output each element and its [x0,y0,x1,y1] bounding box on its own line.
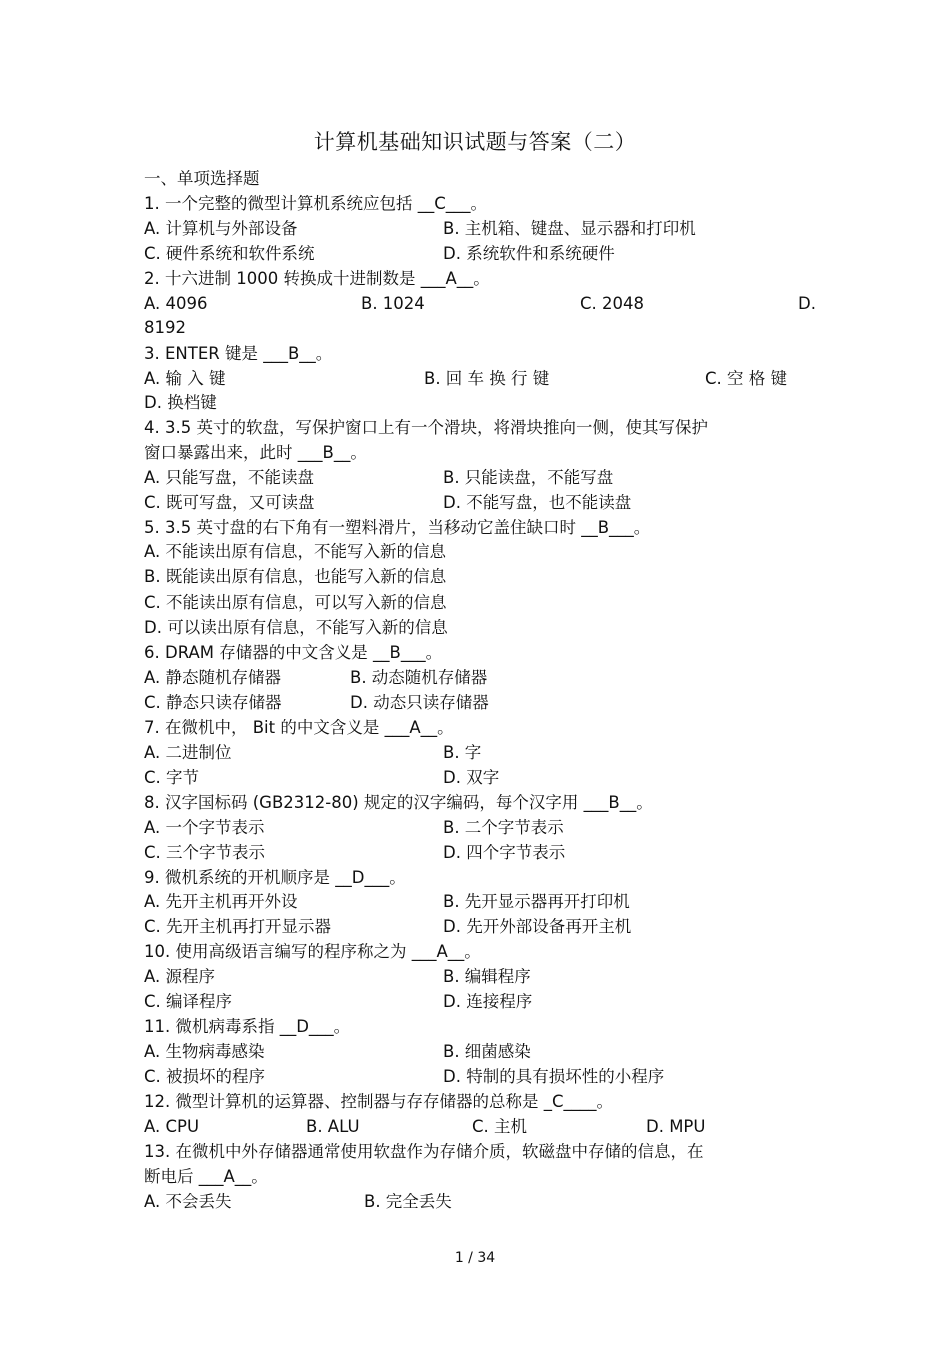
option-c: C. 主机 [472,1117,528,1136]
option-c: C. 三个字节表示 [144,843,266,862]
option-d: D. 换档键 [144,393,217,412]
question-stem: 2. 十六进制 1000 转换成十进制数是 ___A__。 [144,269,490,288]
section-heading: 一、单项选择题 [144,169,260,188]
option-c: C. 静态只读存储器 [144,693,282,712]
page-number: 1 / 34 [454,1250,496,1266]
option-a: A. 先开主机再开外设 [144,892,298,911]
document-title: 计算机基础知识试题与答案（二） [313,130,637,154]
option-d: D. 先开外部设备再开主机 [443,917,632,936]
option-a: A. CPU [144,1117,200,1136]
option-c: C. 编译程序 [144,992,233,1011]
option-b: B. ALU [306,1117,360,1136]
option-c: C. 被损坏的程序 [144,1067,266,1086]
option-a: A. 只能写盘，不能读盘 [144,468,314,487]
option-d: D. 不能写盘，也不能读盘 [443,493,632,512]
option-a: A. 源程序 [144,967,215,986]
option-b: B. 动态随机存储器 [350,668,488,687]
option-a: A. 不能读出原有信息，不能写入新的信息 [144,542,446,561]
question-stem: 4. 3.5 英寸的软盘，写保护窗口上有一个滑块，将滑块推向一侧，使其写保护 [144,418,708,437]
option-b: B. 完全丢失 [364,1192,452,1211]
option-b: B. 二个字节表示 [443,818,564,837]
option-c: C. 空 格 键 [705,369,788,388]
question-stem: 11. 微机病毒系指 __D___。 [144,1017,351,1036]
option-d: D. 连接程序 [443,992,533,1011]
option-c: C. 硬件系统和软件系统 [144,244,315,263]
option-b: B. 主机箱、键盘、显示器和打印机 [443,219,696,238]
option-c: C. 既可写盘，又可读盘 [144,493,315,512]
question-stem-cont: 窗口暴露出来，此时 ___B__。 [144,443,367,462]
option-a: A. 静态随机存储器 [144,668,281,687]
question-stem: 12. 微型计算机的运算器、控制器与存存储器的总称是 _C____。 [144,1092,614,1111]
option-c: C. 不能读出原有信息，可以写入新的信息 [144,593,447,612]
option-c: C. 字节 [144,768,200,787]
option-a: A. 4096 [144,294,208,313]
option-d: D. 动态只读存储器 [350,693,489,712]
option-a: A. 生物病毒感染 [144,1042,265,1061]
question-stem: 9. 微机系统的开机顺序是 __D___。 [144,868,406,887]
option-b: B. 回 车 换 行 键 [424,369,550,388]
option-d-value: 8192 [144,318,186,337]
option-d: D. 特制的具有损坏性的小程序 [443,1067,665,1086]
question-stem: 10. 使用高级语言编写的程序称之为 ___A__。 [144,942,481,961]
option-a: A. 一个字节表示 [144,818,265,837]
option-d: D. 可以读出原有信息，不能写入新的信息 [144,618,448,637]
question-stem: 5. 3.5 英寸盘的右下角有一塑料滑片，当移动它盖住缺口时 __B___。 [144,518,651,537]
option-c: C. 2048 [580,294,645,313]
question-stem: 3. ENTER 键是 ___B__。 [144,344,333,363]
question-stem: 7. 在微机中， Bit 的中文含义是 ___A__。 [144,718,454,737]
option-b: B. 既能读出原有信息，也能写入新的信息 [144,567,447,586]
option-c: C. 先开主机再打开显示器 [144,917,332,936]
option-d: D. 双字 [443,768,500,787]
question-stem-cont: 断电后 ___A__。 [144,1167,268,1186]
option-d: D. [798,294,816,313]
option-d: D. 四个字节表示 [443,843,566,862]
option-b: B. 编辑程序 [443,967,531,986]
option-a: A. 输 入 键 [144,369,226,388]
option-b: B. 先开显示器再开打印机 [443,892,630,911]
option-b: B. 字 [443,743,482,762]
question-stem: 1. 一个完整的微型计算机系统应包括 __C___。 [144,194,488,213]
option-d: D. 系统软件和系统硬件 [443,244,615,263]
option-b: B. 细菌感染 [443,1042,531,1061]
option-a: A. 二进制位 [144,743,232,762]
option-b: B. 1024 [361,294,425,313]
option-d: D. MPU [646,1117,706,1136]
option-b: B. 只能读盘，不能写盘 [443,468,614,487]
option-a: A. 计算机与外部设备 [144,219,298,238]
question-stem: 8. 汉字国标码 (GB2312-80) 规定的汉字编码，每个汉字用 ___B__。 [144,793,653,812]
question-stem: 13. 在微机中外存储器通常使用软盘作为存储介质，软磁盘中存储的信息，在 [144,1142,704,1161]
option-a: A. 不会丢失 [144,1192,232,1211]
question-stem: 6. DRAM 存储器的中文含义是 __B___。 [144,643,443,662]
